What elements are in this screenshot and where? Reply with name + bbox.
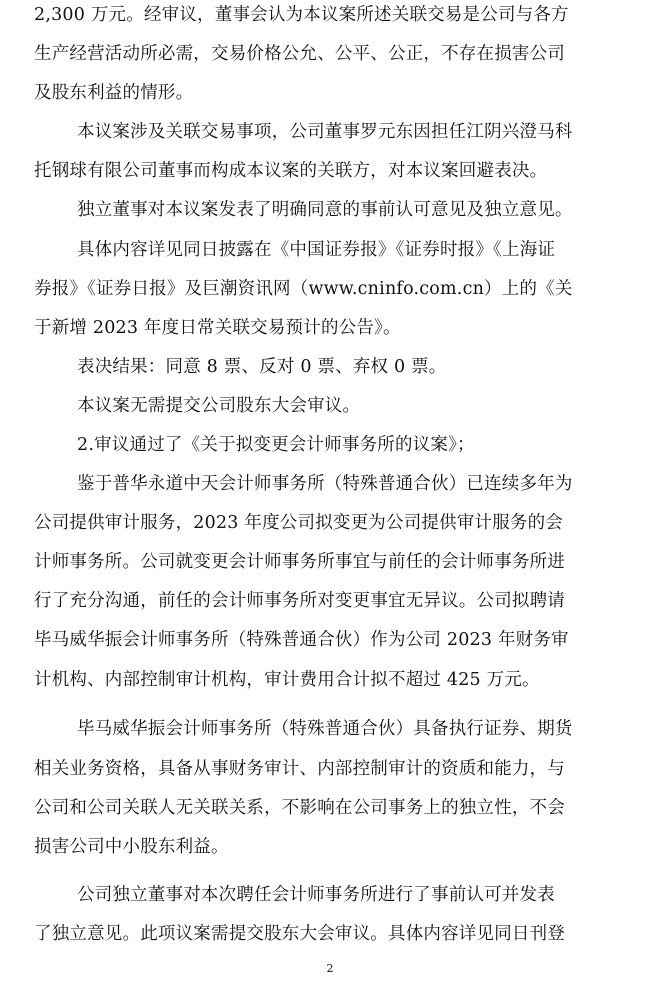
text-line: 独立董事对本议案发表了明确同意的事前认可意见及独立意见。 [77,200,573,220]
text-line: 2.审议通过了《关于拟变更会计师事务所的议案》； [77,435,475,455]
text-line: 2,300 万元。经审议，董事会认为本议案所述关联交易是公司与各方 [34,5,569,25]
text-line: 表决结果：同意 8 票、反对 0 票、弃权 0 票。 [77,357,447,377]
text-line: 于新增 2023 年度日常关联交易预计的公告》。 [34,318,401,338]
text-line: 公司独立董事对本次聘任会计师事务所进行了事前认可并发表 [77,885,555,905]
text-line: 计师事务所。公司就变更会计师事务所事宜与前任的会计师事务所进 [34,552,565,572]
text-line: 公司提供审计服务，2023 年度公司拟变更为公司提供审计服务的会 [34,513,563,533]
text-line: 相关业务资格，具备从事财务审计、内部控制审计的资质和能力，与 [34,759,565,779]
text-line: 鉴于普华永道中天会计师事务所（特殊普通合伙）已连续多年为 [77,474,573,494]
text-line: 毕马威华振会计师事务所（特殊普通合伙）作为公司 2023 年财务审 [34,630,569,650]
text-line: 具体内容详见同日披露在《中国证券报》《证券时报》《上海证 [77,240,556,260]
text-line: 毕马威华振会计师事务所（特殊普通合伙）具备执行证券、期货 [77,719,573,739]
text-line: 本议案无需提交公司股东大会审议。 [77,396,361,416]
text-line: 损害公司中小股东利益。 [34,837,229,857]
text-line: 本议案涉及关联交易事项，公司董事罗元东因担任江阴兴澄马科 [77,122,573,142]
text-line: 券报》《证券日报》及巨潮资讯网（www.cninfo.com.cn）上的《关 [34,279,573,299]
page-number: 2 [326,962,334,975]
text-line: 托钢球有限公司董事而构成本议案的关联方，对本议案回避表决。 [34,161,548,181]
text-line: 生产经营活动所必需，交易价格公允、公平、公正，不存在损害公司 [34,44,565,64]
text-line: 计机构、内部控制审计机构，审计费用合计拟不超过 425 万元。 [34,670,540,690]
text-line: 公司和公司关联人无关联关系，不影响在公司事务上的独立性，不会 [34,798,565,818]
text-line: 及股东利益的情形。 [34,83,194,103]
text-line: 行了充分沟通，前任的会计师事务所对变更事宜无异议。公司拟聘请 [34,591,565,611]
text-line: 了独立意见。此项议案需提交股东大会审议。具体内容详见同日刊登 [34,924,565,944]
